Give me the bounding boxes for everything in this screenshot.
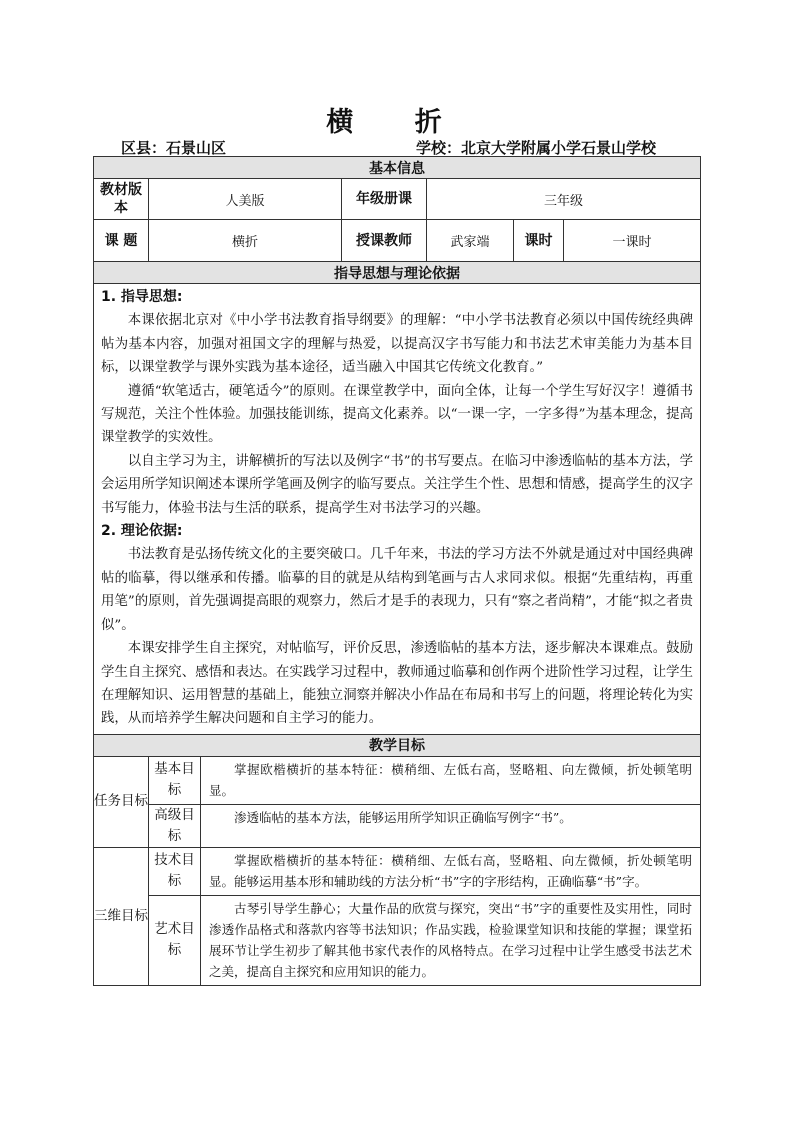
period-value: 一课时 <box>564 220 701 262</box>
art-objective-text: 古琴引导学生静心；大量作品的欣赏与探究，突出“书”字的重要性及实用性，同时渗透作品格式和落款内容等书法知识；作品实践，检验课堂知识和技能的掌握；课堂拓展环节让学生初步了解其他书家代表作的风格特点。在学习过程中让学生感受书法艺术之美，提高自主探究和应用知识的能力。 <box>201 895 701 985</box>
section2-paragraph: 本课安排学生自主探究，对帖临写，评价反思，渗透临帖的基本方法，逐步解决本课难点。鼓励学生自主探究、感悟和表达。在实践学习过程中，教师通过临摹和创作两个进阶性学习过程，让学生在理解知识、运用智慧的基础上，能独立洞察并解决小作品在布局和书写上的问题，将理论转化为实践，从而培养学生解决问题和自主学习的能力。 <box>101 641 694 727</box>
section1-title: 1. 指导思想: <box>101 289 183 305</box>
tech-objective-text: 掌握欧楷横折的基本特征：横稍细、左低右高，竖略粗、向左微倾，折处顿笔明显。能够运用基本形和辅助线的方法分析“书”字的字形结构，正确临摹“书”字。 <box>201 847 701 895</box>
section2-title: 2. 理论依据: <box>101 523 183 540</box>
advanced-objective-text: 渗透临帖的基本方法，能够运用所学知识正确临写例字“书”。 <box>201 804 701 847</box>
topic-value: 横折 <box>149 220 342 262</box>
section1-paragraph: 以自主学习为主，讲解横折的写法以及例字“书”的书写要点。在临习中渗透临帖的基本方法，学会运用所学知识阐述本课所学笔画及例字的临写要点。关注学生个性、思想和情感，提高学生的汉字书写能力，体验书法与生活的联系，提高学生对书法学习的兴趣。 <box>101 453 694 516</box>
basic-objective-label: 基本目标 <box>149 756 201 804</box>
objectives-header: 教学目标 <box>94 734 701 756</box>
section1-paragraph: 本课依据北京对《中小学书法教育指导纲要》的理解：“中小学书法教育必须以中国传统经典碑帖为基本内容，加强对祖国文字的理解与热爱，以提高汉字书写能力和书法艺术审美能力为基本目标，以课堂教学与课外实践为基本途径，适当融入中国其它传统文化教育。” <box>101 313 694 376</box>
school-label: 学校：北京大学附属小学石景山学校 <box>416 139 657 157</box>
art-objective-label: 艺术目标 <box>149 895 201 985</box>
guidance-header: 指导思想与理论依据 <box>94 262 701 284</box>
three-dim-objectives-label: 三维目标 <box>94 847 149 985</box>
grade-label: 年级册课 <box>342 179 427 220</box>
textbook-value: 人美版 <box>149 179 342 220</box>
teacher-label: 授课教师 <box>342 220 427 262</box>
teacher-value: 武家端 <box>427 220 514 262</box>
section1-paragraph: 遵循“软笔适古，硬笔适今”的原则。在课堂教学中，面向全体，让每一个学生写好汉字！遵循书写规范，关注个性体验。加强技能训练，提高文化素养。以“一课一字，一字多得”为基本理念，提高课堂教学的实效性。 <box>101 383 694 446</box>
basic-objective-text: 掌握欧楷横折的基本特征：横稍细、左低右高，竖略粗、向左微倾，折处顿笔明显。 <box>201 756 701 804</box>
topic-label: 课 题 <box>94 220 149 262</box>
section2-paragraph: 书法教育是弘扬传统文化的主要突破口。几千年来，书法的学习方法不外就是通过对中国经典碑帖的临摹，得以继承和传播。临摹的目的就是从结构到笔画与古人求同求似。根据“先重结构，再重用笔”的原则，首先强调提高眼的观察力，然后才是手的表现力，只有“察之者尚精”，才能“拟之者贵似”。 <box>101 547 694 633</box>
textbook-label: 教材版本 <box>94 179 149 220</box>
lesson-plan-table <box>93 156 701 986</box>
district-label: 区县：石景山区 <box>121 139 227 157</box>
advanced-objective-label: 高级目标 <box>149 804 201 847</box>
grade-value: 三年级 <box>427 179 701 220</box>
task-objectives-label: 任务目标 <box>94 756 149 847</box>
page-title: 横 折 <box>326 107 468 138</box>
tech-objective-label: 技术目标 <box>149 847 201 895</box>
guidance-body <box>94 284 701 735</box>
period-label: 课时 <box>514 220 564 262</box>
basic-info-header: 基本信息 <box>94 157 701 179</box>
